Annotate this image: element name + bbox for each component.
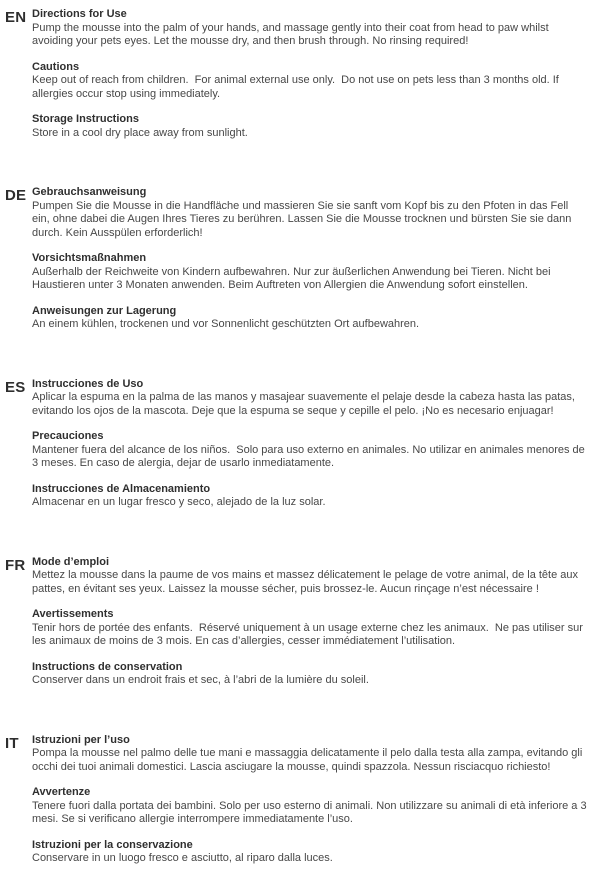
block-body: Außerhalb der Reichweite von Kindern aufbewahren. Nur zur äußerlichen Anwendung bei Tieren. Nicht bei Haustieren unter 3 Monaten anwenden. Beim Auftreten von Allergien die Anwendung sofort einstellen. (32, 265, 554, 291)
directions-block (32, 8, 588, 49)
section-fr (5, 556, 590, 688)
section-content (32, 734, 588, 866)
directions-block (32, 556, 588, 597)
cautions-block (32, 430, 588, 471)
block-heading: Precauciones (32, 430, 104, 442)
block-body: Conservare in un luogo fresco e asciutto, al riparo dalla luces. (32, 852, 333, 864)
block-body: Store in a cool dry place away from sunlight. (32, 126, 248, 139)
language-label-fr: FR (5, 556, 26, 574)
cautions-block (32, 252, 588, 293)
storage-block (32, 305, 588, 332)
block-body: Keep out of reach from children. For animal external use only. Do not use on pets less than 3 months old. If allergies occur stop using immediately. (32, 74, 562, 100)
block-heading: Avvertenze (32, 786, 91, 798)
section-en (5, 8, 590, 140)
storage-block (32, 839, 588, 866)
block-body: Tenere fuori dalla portata dei bambini. Solo per uso esterno di animali. Non utilizzare su animali di età inferiore a 3 mesi. Se si verificano allergie interrompere immediatamente l’uso. (32, 799, 590, 825)
storage-block (32, 483, 588, 510)
block-body: Pompa la mousse nel palmo delle tue mani e massaggia delicatamente il pelo dalla testa alla zampa, evitando gli occhi dei tuoi animali domestici. Lascia asciugare la mousse, quindi spazzola. Nessun risciacquo richiesto! (32, 747, 586, 773)
block-body: Pumpen Sie die Mousse in die Handfläche und massieren Sie sie sanft vom Kopf bis zu den Pfoten in das Fell ein, ohne dabei die Augen Ihres Tieres zu berühren. Lassen Sie die Mousse trocknen und bürsten Sie sie dann durch. Kein Ausspülen erforderlich! (32, 199, 575, 239)
storage-block (32, 113, 588, 140)
storage-block (32, 661, 588, 688)
block-heading: Instructions de conservation (32, 660, 183, 673)
section-de (5, 186, 590, 332)
block-heading: Storage Instructions (32, 113, 139, 125)
block-body: An einem kühlen, trockenen und vor Sonnenlicht geschützten Ort aufbewahren. (32, 318, 420, 330)
cautions-block (32, 61, 588, 102)
block-heading: Anweisungen zur Lagerung (32, 304, 177, 317)
block-body: Aplicar la espuma en la palma de las manos y masajear suavemente el pelaje desde la cabeza hasta las patas, evitando los ojos de la mascota. Deje que la espuma se seque y cepille el pelo. ¡No es necesario enjuagar! (32, 391, 579, 417)
language-label-de: DE (5, 187, 27, 204)
block-body: Mantener fuera del alcance de los niños. Solo para uso externo en animales. No utilizar en animales menores de 3 meses. En caso de alergia, dejar de usarlo inmediatamente. (32, 443, 588, 469)
section-content (32, 186, 588, 332)
cautions-block (32, 608, 588, 649)
block-body: Pump the mousse into the palm of your hands, and massage gently into their coat from head to paw whilst avoiding your pets eyes. Let the mousse dry, and then brush through. No rinsing required! (32, 21, 552, 47)
section-es (5, 378, 590, 510)
block-heading: Vorsichtsmaßnahmen (32, 252, 147, 264)
language-label-it: IT (5, 734, 19, 752)
cautions-block (32, 786, 588, 827)
block-heading: Instrucciones de Uso (32, 377, 144, 390)
language-label-en: EN (5, 9, 27, 26)
directions-block (32, 734, 588, 775)
directions-block (32, 378, 588, 419)
directions-block (32, 186, 588, 240)
block-heading: Istruzioni per la conservazione (32, 838, 193, 851)
block-heading: Instrucciones de Almacenamiento (32, 482, 211, 495)
block-heading: Mode d’emploi (32, 555, 109, 568)
block-heading: Cautions (32, 60, 80, 73)
block-body: Tenir hors de portée des enfants. Réservé uniquement à un usage externe chez les animaux. Ne pas utiliser sur les animaux de moins de 3 mois. En cas d’allergies, cesser immédiatement l’utilisation. (32, 621, 586, 647)
section-content (32, 8, 588, 140)
block-heading: Istruzioni per l’uso (32, 733, 130, 746)
section-it (5, 734, 590, 866)
block-heading: Gebrauchsanweisung (32, 186, 147, 198)
section-content (32, 378, 588, 510)
block-body: Almacenar en un lugar fresco y seco, alejado de la luz solar. (32, 496, 326, 508)
block-body: Conserver dans un endroit frais et sec, à l’abri de la lumière du soleil. (32, 674, 369, 686)
block-heading: Avertissements (32, 608, 114, 620)
section-content (32, 556, 588, 688)
block-body: Mettez la mousse dans la paume de vos mains et massez délicatement le pelage de votre animal, de la tête aux pattes, en évitant ses yeux. Laissez la mousse sécher, puis brossez-le. Aucun rinçage n’est nécessaire ! (32, 569, 582, 595)
block-heading: Directions for Use (32, 8, 127, 20)
language-label-es: ES (5, 378, 26, 396)
